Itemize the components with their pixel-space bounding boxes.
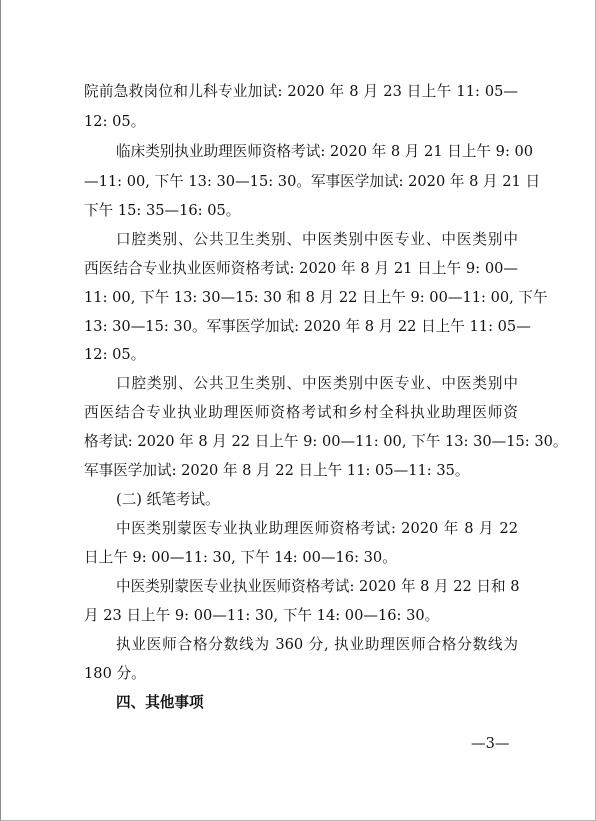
- body-text-line: 执业医师合格分数线为 360 分, 执业助理医师合格分数线为: [116, 636, 518, 653]
- section-heading: 四、其他事项: [116, 694, 204, 711]
- body-text-line: 中医类别蒙医专业执业助理医师资格考试: 2020 年 8 月 22: [116, 520, 518, 537]
- body-text-line: 西医结合专业执业助理医师资格考试和乡村全科执业助理医师资: [84, 404, 518, 421]
- subsection-heading: (二) 纸笔考试。: [116, 491, 220, 508]
- body-text-line: 院前急救岗位和儿科专业加试: 2020 年 8 月 23 日上午 11: 05—: [84, 83, 518, 100]
- body-text-line: 中医类别蒙医专业执业医师资格考试: 2020 年 8 月 22 日和 8: [116, 578, 520, 595]
- body-text-line: 口腔类别、公共卫生类别、中医类别中医专业、中医类别中: [116, 375, 518, 392]
- body-text-line: 12: 05。: [84, 346, 146, 363]
- body-text-line: 口腔类别、公共卫生类别、中医类别中医专业、中医类别中: [116, 231, 518, 248]
- body-text-line: 12: 05。: [84, 113, 146, 130]
- body-text-line: 西医结合专业执业医师资格考试: 2020 年 8 月 21 日上午 9: 00—: [84, 260, 518, 277]
- body-text-line: 下午 15: 35—16: 05。: [84, 202, 241, 219]
- page-number: —3—: [471, 735, 510, 752]
- body-text-line: 11: 00, 下午 13: 30—15: 30 和 8 月 22 日上午 9: 00—11: 00, 下午: [84, 289, 548, 306]
- body-text-line: 日上午 9: 00—11: 30, 下午 14: 00—16: 30。: [84, 549, 397, 566]
- body-text-line: 180 分。: [84, 665, 146, 682]
- body-text-line: —11: 00, 下午 13: 30—15: 30。军事医学加试: 2020 年 8 月 21 日: [84, 173, 541, 190]
- body-text-line: 13: 30—15: 30。军事医学加试: 2020 年 8 月 22 日上午 11: 05—: [84, 318, 531, 335]
- body-text-line: 临床类别执业助理医师资格考试: 2020 年 8 月 21 日上午 9: 00: [116, 143, 534, 160]
- body-text-line: 军事医学加试: 2020 年 8 月 22 日上午 11: 05—11: 35。: [84, 462, 470, 479]
- body-text-line: 格考试: 2020 年 8 月 22 日上午 9: 00—11: 00, 下午 13: 30—15: 30。: [84, 433, 568, 450]
- body-text-line: 月 23 日上午 9: 00—11: 30, 下午 14: 00—16: 30。: [84, 607, 440, 624]
